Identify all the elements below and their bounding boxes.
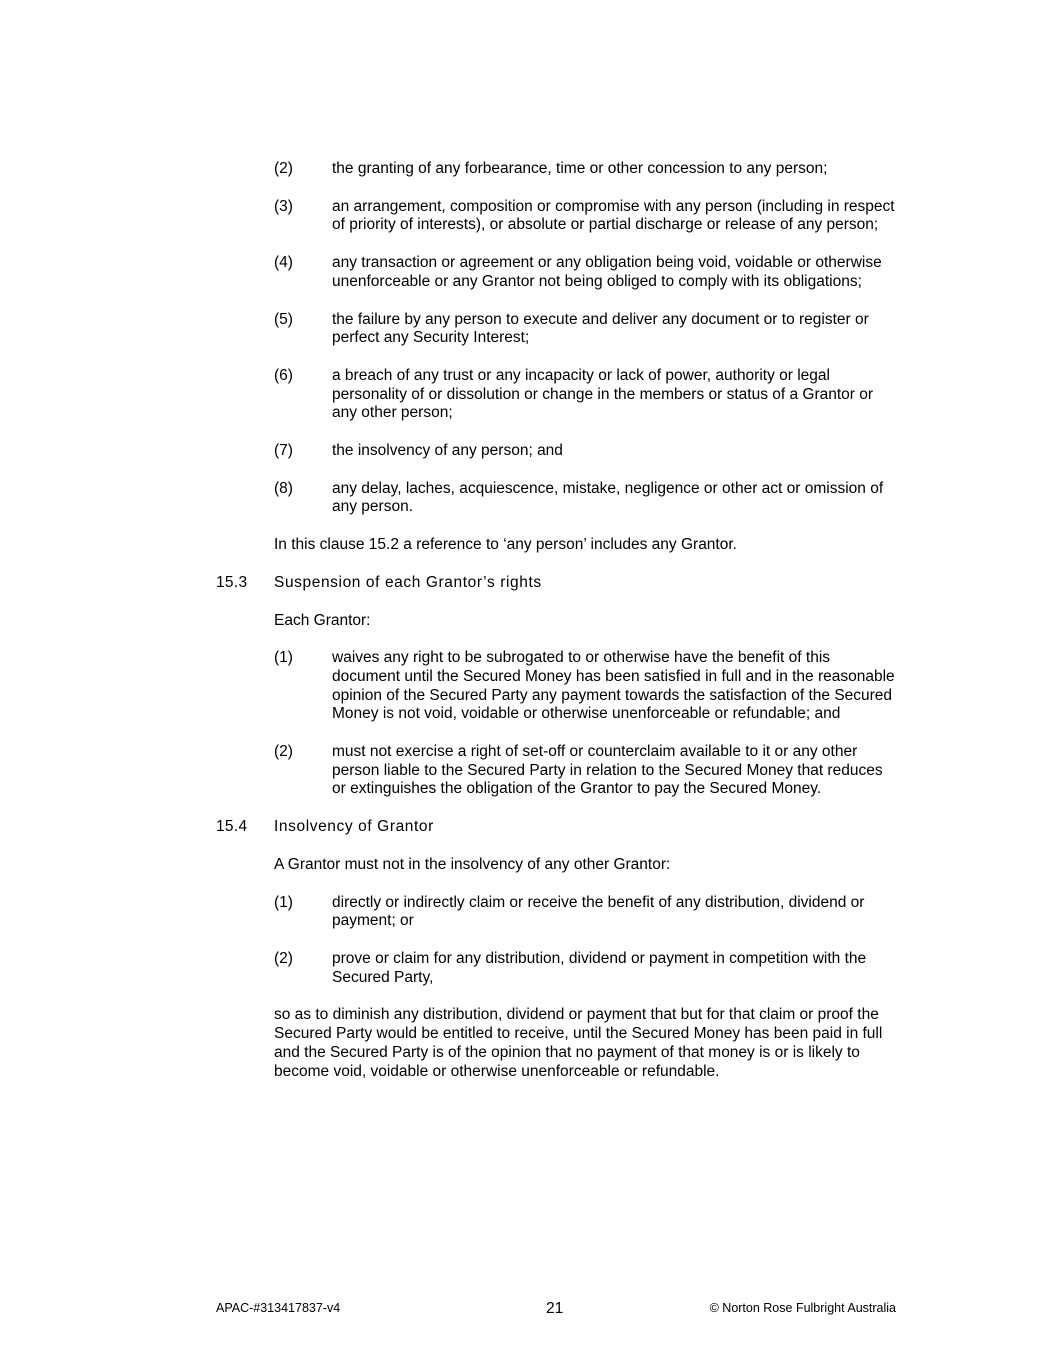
section-number: 15.3: [216, 573, 248, 591]
page-number: 21: [546, 1300, 564, 1317]
list-item-text: must not exercise a right of set-off or counterclaim available to it or any other person liable to the Secured Party in relation to the Secured Money that reduces or extinguishes the obligation of the Grantor to pay the Secured Money.: [332, 743, 883, 798]
document-reference: APAC-#313417837-v4: [216, 1301, 341, 1315]
list-item: [274, 367, 896, 423]
list-item: [274, 160, 896, 179]
list-item-text: any transaction or agreement or any obligation being void, voidable or otherwise unenforceable or any Grantor not being obliged to comply with its obligations;: [332, 254, 882, 290]
list-item-number: (7): [274, 442, 293, 460]
list-item: [274, 743, 896, 799]
list-item-text: the insolvency of any person; and: [332, 442, 563, 460]
section-number: 15.4: [216, 818, 248, 836]
list-item: [274, 442, 896, 461]
list-item: [274, 198, 896, 235]
list-item-number: (5): [274, 310, 293, 328]
list-item-text: directly or indirectly claim or receive the benefit of any distribution, dividend or payment; or: [332, 893, 865, 930]
list-item-number: (1): [274, 893, 293, 911]
list-item-text: prove or claim for any distribution, dividend or payment in competition with the Secured Party,: [332, 949, 867, 986]
list-item-number: (1): [274, 649, 293, 667]
list-item-number: (2): [274, 160, 293, 177]
page-content: [0, 160, 1055, 1100]
list-item-number: (3): [274, 197, 293, 215]
list-item: [274, 254, 896, 291]
list-item-number: (2): [274, 949, 293, 967]
section-heading-15-3: [216, 574, 896, 593]
list-item-text: an arrangement, composition or compromise with any person (including in respect of priority of interests), or absolute or partial discharge or release of any person;: [332, 197, 895, 234]
section-intro-paragraph: A Grantor must not in the insolvency of any other Grantor:: [274, 855, 671, 873]
list-item-text: the failure by any person to execute and deliver any document or to register or perfect any Security Interest;: [332, 310, 869, 347]
list-item: [274, 950, 896, 987]
section-title: Insolvency of Grantor: [274, 818, 434, 836]
page-footer: [216, 1300, 896, 1320]
section-closing-paragraph: so as to diminish any distribution, dividend or payment that but for that claim or proof the Secured Party would be entitled to receive, until the Secured Money has been paid in full and the Secured Party is of the opinion that no payment of that money is or is likely to become void, voidable or otherwise unenforceable or refundable.: [274, 1006, 883, 1080]
list-item-text: any delay, laches, acquiescence, mistake, negligence or other act or omission of any person.: [332, 479, 884, 516]
list-item-text: the granting of any forbearance, time or other concession to any person;: [332, 160, 828, 177]
list-item-number: (6): [274, 366, 293, 384]
section-intro-paragraph: Each Grantor:: [274, 611, 371, 629]
list-item-number: (2): [274, 743, 293, 761]
list-item: [274, 311, 896, 348]
copyright-notice: © Norton Rose Fulbright Australia: [709, 1301, 896, 1315]
list-item-text: waives any right to be subrogated to or otherwise have the benefit of this document until the Secured Money has been satisfied in full and in the reasonable opinion of the Secured Party any payment towards the satisfaction of the Secured Money is not void, voidable or otherwise unenforceable or refundable; and: [332, 649, 895, 723]
list-item: [274, 480, 896, 517]
list-item-number: (4): [274, 254, 293, 272]
list-item-text: a breach of any trust or any incapacity or lack of power, authority or legal personality of or dissolution or change in the members or status of a Grantor or any other person;: [332, 366, 874, 422]
section-heading-15-4: [216, 818, 896, 837]
list-item-number: (8): [274, 479, 293, 497]
section-title: Suspension of each Grantor’s rights: [274, 573, 542, 591]
list-item: [274, 649, 896, 724]
clause-note-paragraph: In this clause 15.2 a reference to ‘any person’ includes any Grantor.: [274, 536, 737, 554]
list-item: [274, 894, 896, 931]
